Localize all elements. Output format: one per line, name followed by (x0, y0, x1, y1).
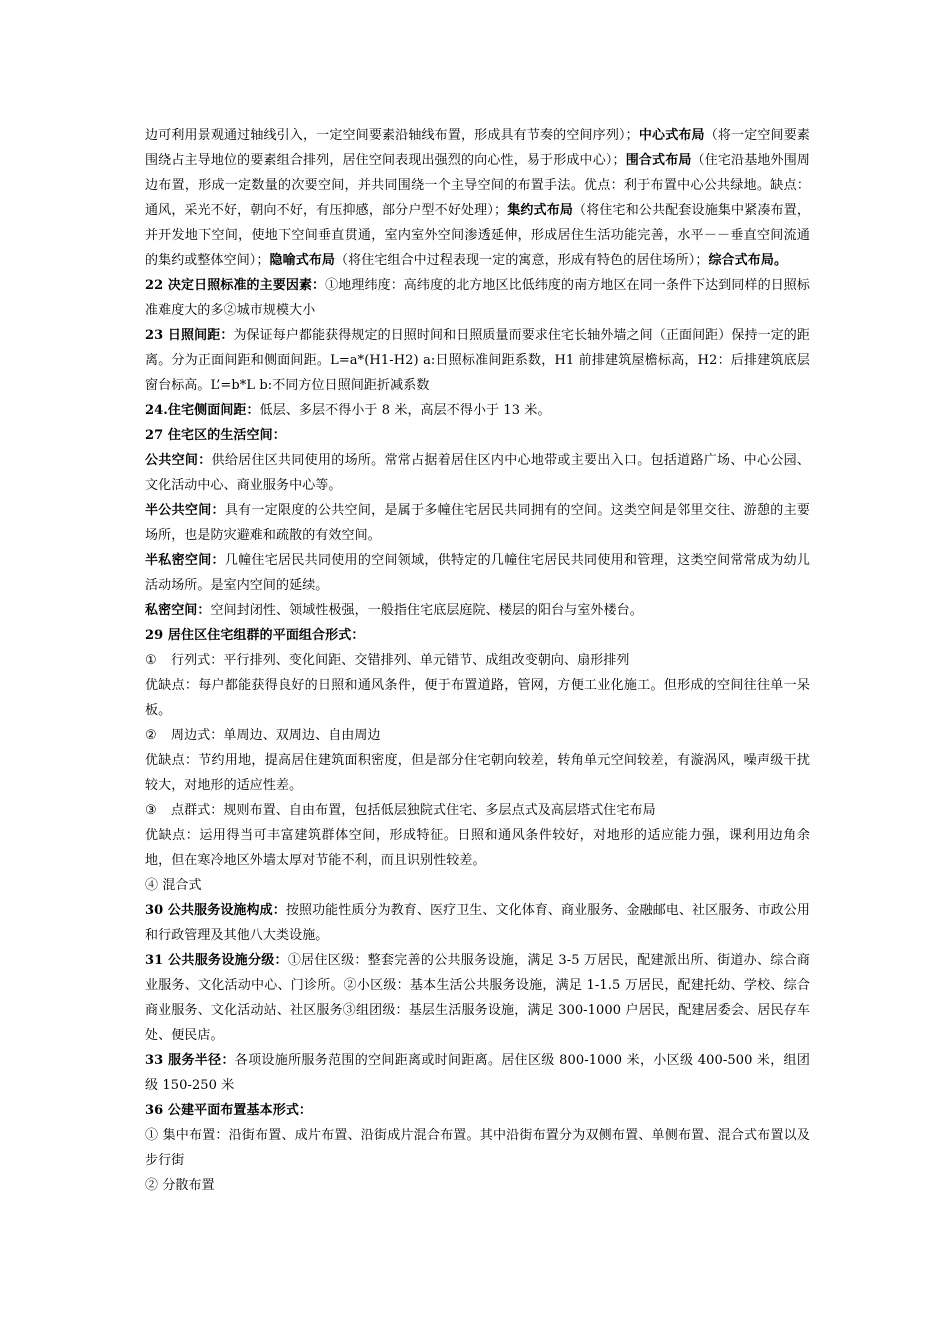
list-item-row-layout (145, 648, 810, 673)
paragraph-side-spacing (145, 398, 810, 423)
body-text: ② 分散布置 (145, 1178, 215, 1193)
paragraph-grouping-heading (145, 623, 810, 648)
body-text: 各项设施所服务范围的空间距离或时间距离。居住区级 800-1000 米，小区级 400-500 米，组团级 150-250 米 (145, 1053, 810, 1093)
body-text: （将住宅和公共配套设施集中紧凑布置，并开发地下空间，使地下空间垂直贯通，室内室外空间渗透延伸，形成居住生活功能完善，水平－－垂直空间流通的集约或整体空间）； (145, 203, 810, 268)
paragraph-service-radius (145, 1048, 810, 1098)
term-public-space: 公共空间： (145, 453, 212, 468)
body-text: 行列式：平行排列、变化间距、交错排列、单元错节、成组改变朝向、扇形排列 (171, 653, 630, 668)
heading-31: 31 公共服务设施分级： (145, 953, 288, 968)
body-text: 供给居住区共同使用的场所。常常占据着居住区内中心地带或主要出入口。包括道路广场、中心公园、文化活动中心、商业服务中心等。 (145, 453, 810, 493)
body-text: ① 集中布置：沿街布置、成片布置、沿街成片混合布置。其中沿街布置分为双侧布置、单侧布置、混合式布置以及步行街 (145, 1128, 810, 1168)
body-text: 具有一定限度的公共空间，是属于多幢住宅居民共同拥有的空间。这类空间是邻里交往、游憩的主要场所，也是防灾避难和疏散的有效空间。 (145, 503, 810, 543)
heading-30: 30 公共服务设施构成： (145, 903, 286, 918)
list-item-dispersed (145, 1173, 810, 1198)
paragraph-public-facilities-composition (145, 898, 810, 948)
paragraph-public-facilities-levels (145, 948, 810, 1048)
list-item-perimeter-layout (145, 723, 810, 748)
paragraph-private-space (145, 598, 810, 623)
heading-23: 23 日照间距： (145, 328, 234, 343)
term-semi-public-space: 半公共空间： (145, 503, 225, 518)
body-text: 优缺点：每户都能获得良好的日照和通风条件，便于布置道路，管网，方便工业化施工。但形成的空间往往单一呆板。 (145, 678, 810, 718)
paragraph-perimeter-pros-cons (145, 748, 810, 798)
body-text: 按照功能性质分为教育、医疗卫生、文化体育、商业服务、金融邮电、社区服务、市政公用和行政管理及其他八大类设施。 (145, 903, 810, 943)
term-private-space: 私密空间： (145, 603, 211, 618)
body-text: 低层、多层不得小于 8 米，高层不得小于 13 米。 (259, 403, 551, 418)
heading-27: 27 住宅区的生活空间： (145, 428, 286, 443)
body-text: 优缺点：运用得当可丰富建筑群体空间，形成特征。日照和通风条件较好，对地形的适应能力强，课利用边角余地，但在寒冷地区外墙太厚对节能不利，而且识别性较差。 (145, 828, 810, 868)
list-item-point-layout (145, 798, 810, 823)
body-text: 空间封闭性、领域性极强，一般指住宅底层庭院、楼层的阳台与室外楼台。 (210, 603, 643, 618)
heading-24: 24.住宅侧面间距： (145, 403, 260, 418)
paragraph-semi-private-space (145, 548, 810, 598)
body-text: 边可利用景观通过轴线引入，一定空间要素沿轴线布置，形成具有节奏的空间序列）； (145, 128, 639, 143)
paragraph-public-space (145, 448, 810, 498)
heading-36: 36 公建平面布置基本形式： (145, 1103, 313, 1118)
paragraph-row-layout-pros-cons (145, 673, 810, 723)
body-text: ①地理纬度：高纬度的北方地区比低纬度的南方地区在同一条件下达到同样的日照标准难度大的多②城市规模大小 (145, 278, 810, 318)
term-intensive-layout: 集约式布局 (507, 203, 574, 218)
body-text: （住宅沿基地外围周边布置，形成一定数量的次要空间，并共同围绕一个主导空间的布置手法。优点：利于布置中心公共绿地。缺点：通风，采光不好，朝向不好，有压抑感，部分户型不好处理）； (145, 153, 810, 218)
heading-22: 22 决定日照标准的主要因素： (145, 278, 326, 293)
list-number: ② (145, 728, 157, 743)
body-text: （将一定空间要素围绕占主导地位的要素组合排列，居住空间表现出强烈的向心性，易于形成中心）； (145, 128, 810, 168)
body-text: 点群式：规则布置、自由布置，包括低层独院式住宅、多层点式及高层塔式住宅布局 (171, 803, 656, 818)
paragraph-facility-layout-heading (145, 1098, 810, 1123)
heading-33: 33 服务半径： (145, 1053, 235, 1068)
list-number: ③ (145, 803, 157, 818)
term-enclosed-layout: 围合式布局 (625, 153, 692, 168)
body-text: （将住宅组合中过程表现一定的寓意，形成有特色的居住场所）； (335, 253, 709, 268)
term-composite-layout: 综合式布局。 (708, 253, 788, 268)
body-text: 优缺点：节约用地，提高居住建筑面积密度，但是部分住宅朝向较差，转角单元空间较差，有漩涡风，噪声级干扰较大，对地形的适应性差。 (145, 753, 810, 793)
body-text: 几幢住宅居民共同使用的空间领域，供特定的几幢住宅居民共同使用和管理，这类空间常常成为幼儿活动场所。是室内空间的延续。 (145, 553, 810, 593)
paragraph-semi-public-space (145, 498, 810, 548)
term-semi-private-space: 半私密空间： (145, 553, 225, 568)
list-item-centralized (145, 1123, 810, 1173)
body-text: ①居住区级：整套完善的公共服务设施，满足 3-5 万居民，配建派出所、街道办、综合商业服务、文化活动中心、门诊所。②小区级：基本生活公共服务设施，满足 1-1.5 万居民，配建托幼、学校、综合商业服务、文化活动站、社区服务③组团级：基层生活服务设施，满足 300-1000 户居民，配建居委会、居民存车处、便民店。 (145, 953, 810, 1043)
body-text: 为保证每户都能获得规定的日照时间和日照质量而要求住宅长轴外墙之间（正面间距）保持一定的距离。分为正面间距和侧面间距。L=a*(H1-H2) a:日照标准间距系数，H1 前排建筑屋檐标高，H2：后排建筑底层窗台标高。L’=b*L b:不同方位日照间距折减系数 (145, 328, 811, 393)
document-page (145, 123, 810, 1198)
paragraph-layout-types (145, 123, 810, 273)
paragraph-point-pros-cons (145, 823, 810, 873)
paragraph-living-space-heading (145, 423, 810, 448)
term-central-layout: 中心式布局 (638, 128, 705, 143)
paragraph-sunlight-spacing (145, 323, 810, 398)
list-number: ① (145, 653, 157, 668)
term-metaphor-layout: 隐喻式布局 (269, 253, 336, 268)
body-text: 周边式：单周边、双周边、自由周边 (171, 728, 381, 743)
heading-29: 29 居住区住宅组群的平面组合形式： (145, 628, 365, 643)
list-item-mixed-layout (145, 873, 810, 898)
paragraph-sunlight-factors (145, 273, 810, 323)
body-text: ④ 混合式 (145, 878, 202, 893)
